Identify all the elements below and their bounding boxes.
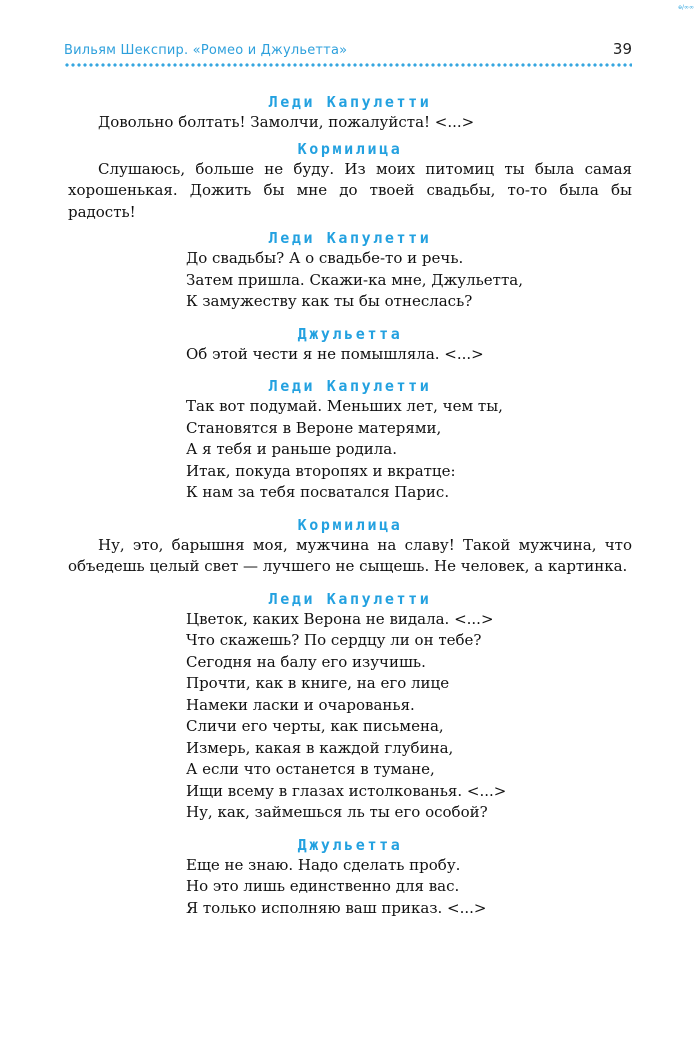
verse-line: Затем пришла. Скажи-ка мне, Джульетта,	[186, 270, 523, 289]
speaker-name: Леди Капулетти	[268, 377, 432, 395]
dialogue-block	[68, 92, 632, 134]
verse-line: Ну, как, займешься ль ты его особой?	[186, 803, 488, 821]
verse-speech	[68, 855, 632, 920]
verse-line: А если что останется в тумане,	[186, 760, 435, 778]
verse-line: Измерь, какая в каждой глубина,	[186, 738, 454, 757]
verse-line: Становятся в Вероне матерями,	[186, 418, 442, 437]
verse-line: Об этой чести я не помышляла. <...>	[186, 344, 484, 363]
verse-line: До свадьбы? А о свадьбе-то и речь.	[186, 249, 464, 267]
verse-line: Намеки ласки и очарованья.	[186, 695, 415, 714]
prose-speech: Ну, это, барышня моя, мужчина на славу! Такой мужчина, что объедешь целый свет — лучшего не сыщешь. Не человек, а картинка.	[68, 535, 632, 575]
verse-line: Сличи его черты, как письмена,	[186, 717, 444, 735]
verse-line: Ищи всему в глазах истолкованья. <...>	[186, 781, 507, 800]
dialogue-block	[68, 515, 632, 578]
speaker-name: Леди Капулетти	[268, 589, 432, 608]
verse-line: Сегодня на балу его изучишь.	[186, 652, 426, 671]
speaker-name: Леди Капулетти	[268, 229, 432, 247]
play-text	[68, 92, 632, 919]
verse-speech	[68, 609, 632, 824]
running-header	[64, 40, 632, 58]
verse-line: А я тебя и раньше родила.	[186, 440, 397, 458]
dialogue-block	[68, 835, 632, 920]
dialogue-block	[68, 228, 632, 313]
speaker-name: Кормилица	[297, 515, 403, 534]
verse-line: Цветок, каких Верона не видала. <...>	[186, 609, 494, 628]
corner-mark: ѳ/∞∞	[678, 4, 694, 11]
verse-line: К замужеству как ты бы отнеслась?	[186, 292, 473, 310]
page-number: 39	[612, 40, 632, 58]
running-title: Вильям Шекспир. «Ромео и Джульетта»	[64, 43, 348, 58]
speaker-name: Кормилица	[297, 139, 403, 158]
speaker-name: Джульетта	[297, 835, 403, 854]
speaker-name: Леди Капулетти	[268, 93, 432, 111]
dialogue-block	[68, 324, 632, 366]
dialogue-block	[68, 589, 632, 824]
verse-speech	[68, 344, 632, 366]
dialogue-block	[68, 139, 632, 224]
verse-line: Я только исполняю ваш приказ. <...>	[186, 898, 487, 917]
verse-line: Прочти, как в книге, на его лице	[186, 674, 450, 692]
prose-speech: Довольно болтать! Замолчи, пожалуйста! <...>	[98, 113, 475, 131]
verse-line: Итак, покуда второпях и вкратце:	[186, 461, 456, 480]
verse-line: Так вот подумай. Меньших лет, чем ты,	[186, 397, 503, 415]
header-ornament-divider	[64, 61, 632, 69]
verse-line: К нам за тебя посватался Парис.	[186, 483, 450, 501]
verse-line: Но это лишь единственно для вас.	[186, 877, 460, 895]
prose-speech: Слушаюсь, больше не буду. Из моих питомиц ты была самая хорошенькая. Дожить бы мне до твоей свадьбы, то-то была бы радость!	[68, 159, 632, 221]
speaker-name: Джульетта	[297, 324, 403, 343]
verse-speech	[68, 248, 632, 313]
verse-line: Что скажешь? По сердцу ли он тебе?	[186, 631, 482, 649]
dialogue-block	[68, 376, 632, 504]
verse-line: Еще не знаю. Надо сделать пробу.	[186, 855, 461, 874]
verse-speech	[68, 396, 632, 504]
